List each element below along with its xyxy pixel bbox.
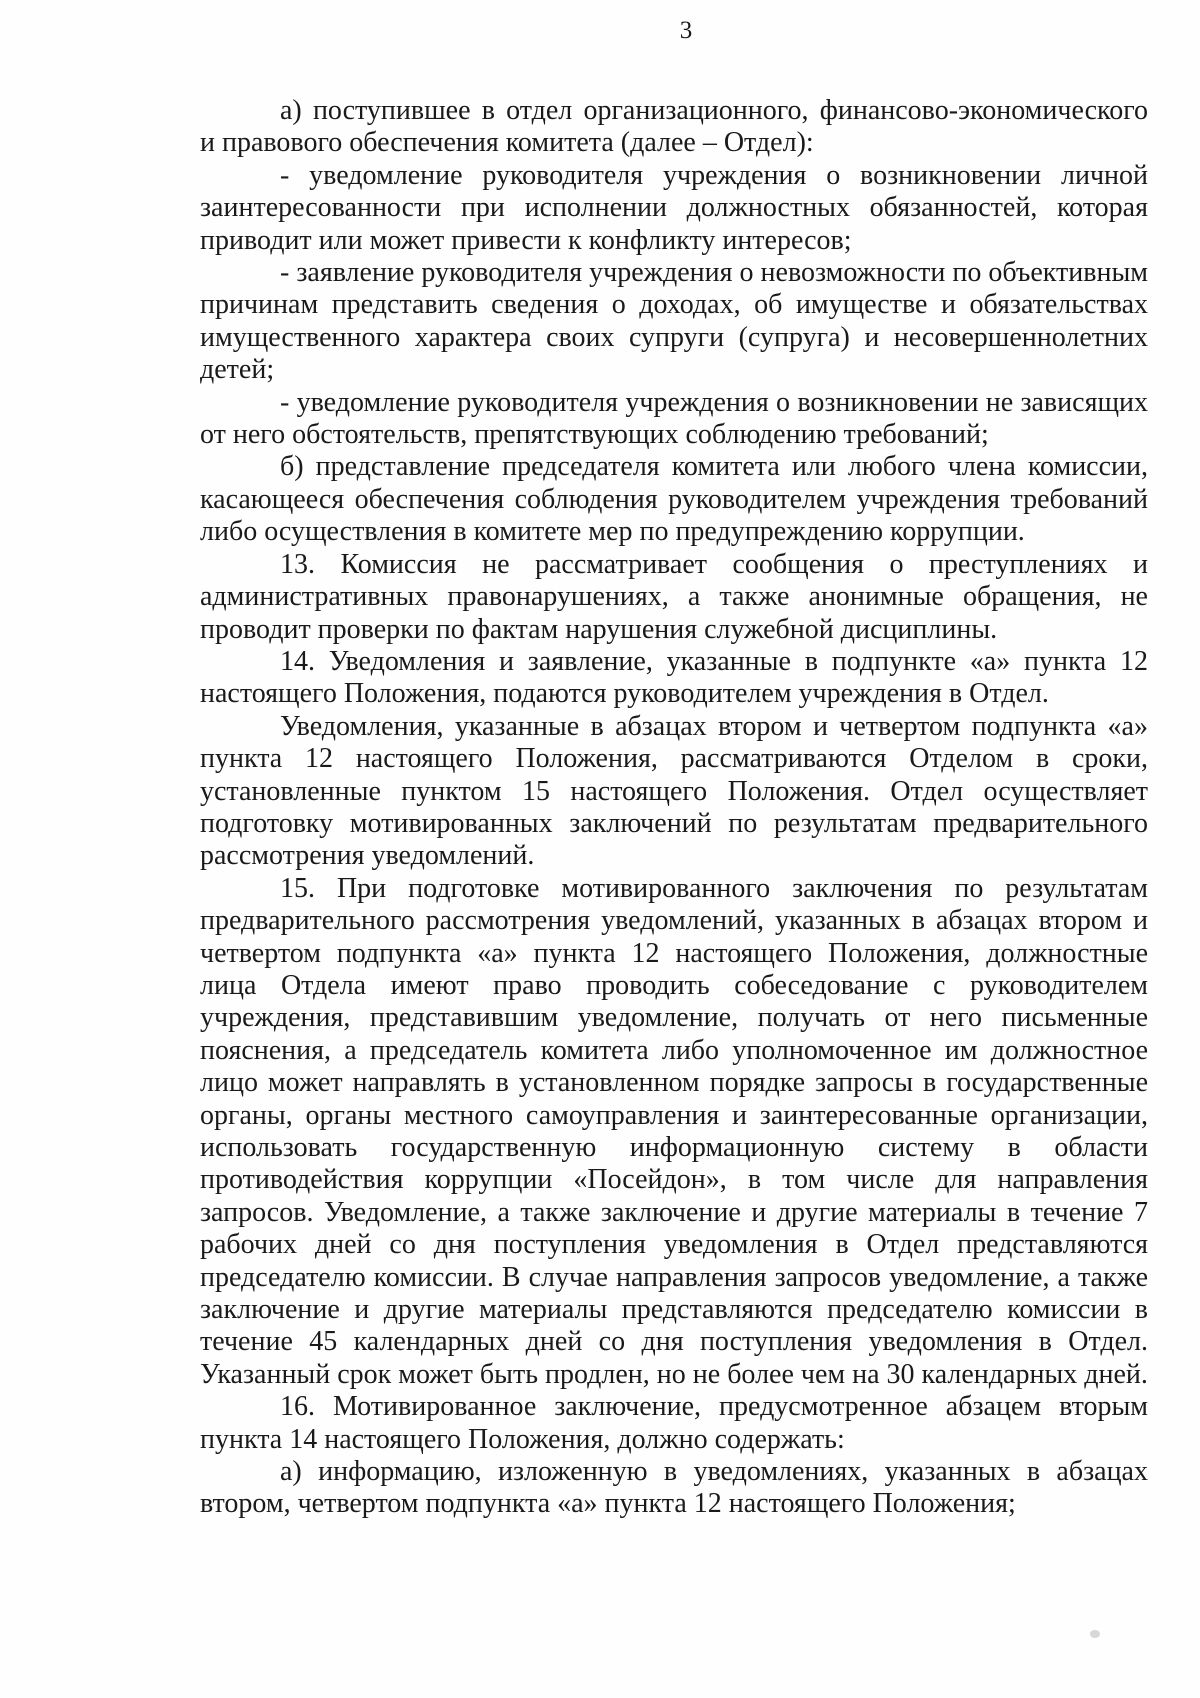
paragraph-14: 14. Уведомления и заявление, указанные в подпункте «а» пункта 12 настоящего Положения, подаются руководителем учреждения в Отдел. [200, 645, 1148, 710]
page-number: 3 [679, 17, 693, 44]
paragraph-16-a: а) информацию, изложенную в уведомлениях, указанных в абзацах втором, четвертом подпункта «а» пункта 12 настоящего Положения; [200, 1456, 1148, 1520]
paragraph-income-statement: - заявление руководителя учреждения о невозможности по объективным причинам представить сведения о доходах, об имуществе и обязательствах имущественного характера своих супруги (супруга) и несовершеннолетних детей; [200, 257, 1148, 386]
paragraph-15: 15. При подготовке мотивированного заключения по результатам предварительного рассмотрения уведомлений, указанных в абзацах втором и четвертом подпункта «а» пункта 12 настоящего Положения, должностные лица Отдела имеют право проводить собеседование с руководителем учреждения, представившим уведомление, получать от него письменные пояснения, а председатель комитета либо уполномоченное им должностное лицо может направлять в установленном порядке запросы в государственные органы, органы местного самоуправления и заинтересованные организации, использовать государственную информационную систему в области противодействия коррупции «Посейдон», в том числе для направления запросов. Уведомление, а также заключение и другие материалы в течение 7 рабочих дней со дня поступления уведомления в Отдел представляются председателю комиссии. В случае направления запросов уведомление, а также заключение и другие материалы представляются председателю комиссии в течение 45 календарных дней со дня поступления уведомления в Отдел. Указанный срок может быть продлен, но не более чем на 30 календарных дней. [200, 872, 1148, 1390]
paragraph-circumstances-notice: - уведомление руководителя учреждения о возникновении не зависящих от него обстоятельств, препятствующих соблюдению требований; [200, 386, 1148, 451]
document-body [200, 95, 1148, 1521]
paragraph-14-notices: Уведомления, указанные в абзацах втором и четвертом подпункта «а» пункта 12 настоящего Положения, рассматриваются Отделом в сроки, установленные пунктом 15 настоящего Положения. Отдел осуществляет подготовку мотивированных заключений по результатам предварительного рассмотрения уведомлений. [200, 710, 1148, 872]
paragraph-13: 13. Комиссия не рассматривает сообщения о преступлениях и административных правонарушениях, а также анонимные обращения, не проводит проверки по фактам нарушения служебной дисциплины. [200, 548, 1148, 645]
paragraph-a-received: а) поступившее в отдел организационного, финансово-экономического и правового обеспечения комитета (далее – Отдел): [200, 95, 1148, 159]
paragraph-b-submission: б) представление председателя комитета или любого члена комиссии, касающееся обеспечения соблюдения руководителем учреждения требований либо осуществления в комитете мер по предупреждению коррупции. [200, 451, 1148, 548]
paragraph-conflict-notice: - уведомление руководителя учреждения о возникновении личной заинтересованности при исполнении должностных обязанностей, которая приводит или может привести к конфликту интересов; [200, 159, 1148, 256]
paragraph-16: 16. Мотивированное заключение, предусмотренное абзацем вторым пункта 14 настоящего Положения, должно содержать: [200, 1391, 1148, 1455]
scan-speck [1090, 1630, 1100, 1638]
